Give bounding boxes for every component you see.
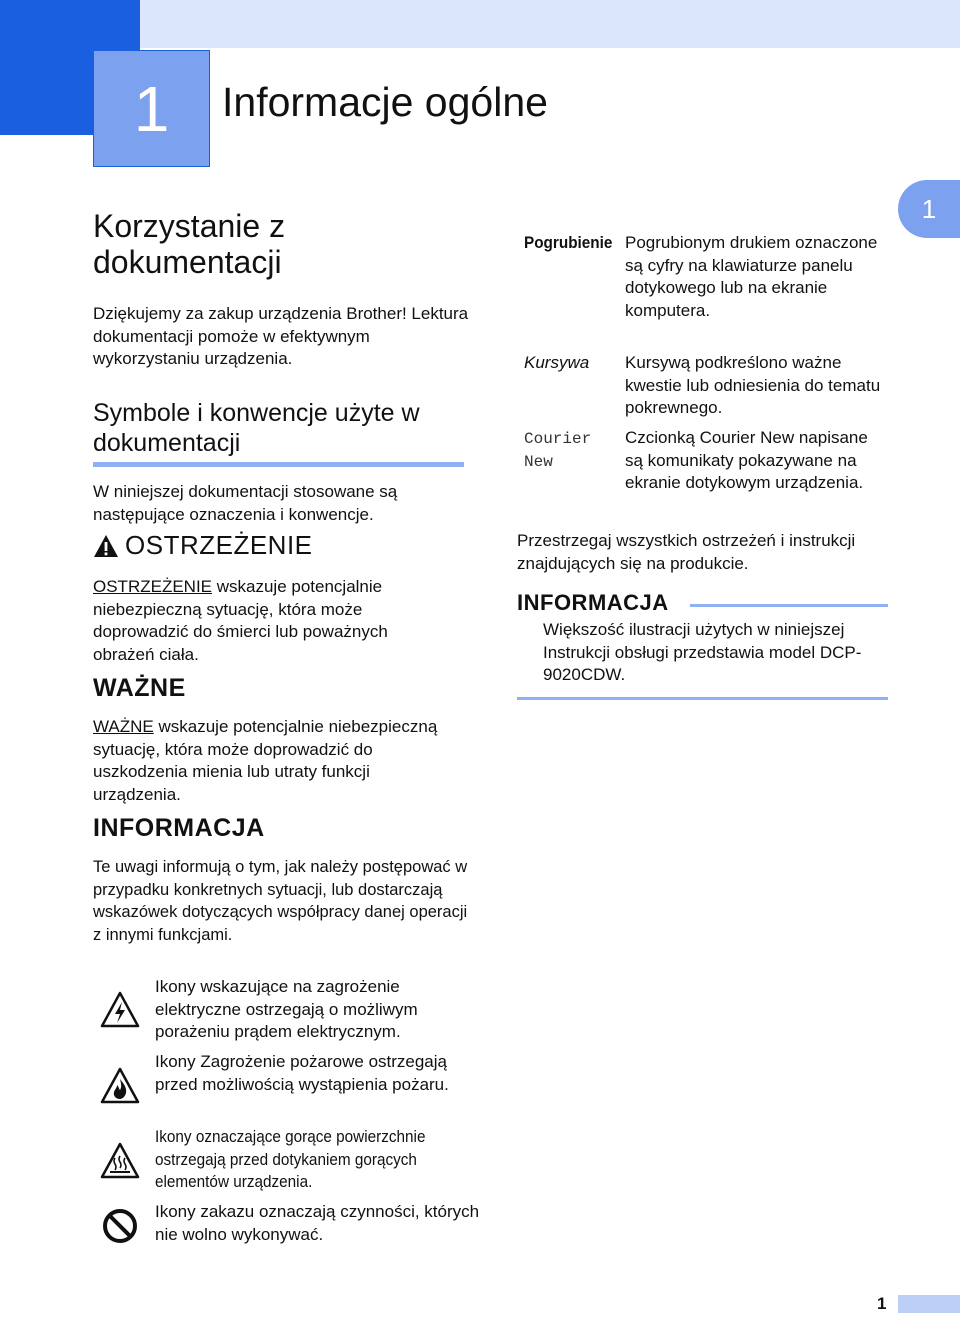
section-rule xyxy=(93,462,464,467)
warning-text: wskazuje potencjalnie niebezpieczną sytuację, która może doprowadzić do śmierci lub poważnych obrażeń ciała. xyxy=(93,577,388,664)
warning-heading xyxy=(93,530,313,561)
icon-desc-prohibition: Ikony zakazu oznaczają czynności, których nie wolno wykonywać. xyxy=(155,1202,480,1244)
observe-paragraph: Przestrzegaj wszystkich ostrzeżeń i instrukcji znajdujących się na produkcie. xyxy=(517,531,856,573)
icon-desc-electric: Ikony wskazujące na zagrożenie elektryczne ostrzegają o możliwym porażeniu prądem elektrycznym. xyxy=(155,977,418,1041)
important-body xyxy=(93,716,453,806)
warning-term: OSTRZEŻENIE xyxy=(93,577,213,596)
convention-label-bold xyxy=(524,232,622,255)
warning-title: OSTRZEŻENIE xyxy=(125,530,313,560)
section-title-documentation: Korzystanie z dokumentacji xyxy=(93,208,286,280)
convention-text-bold: Pogrubionym drukiem oznaczone są cyfry na klawiaturze panelu dotykowego lub na ekranie komputera. xyxy=(625,233,878,320)
section-title-symbols: Symbole i konwencje użyte w dokumentacji xyxy=(93,399,420,457)
convention-label-italic: Kursywa xyxy=(524,353,590,372)
info-box-title: INFORMACJA xyxy=(517,590,669,615)
convention-label-courier: Courier New xyxy=(524,430,592,471)
hot-surface-icon xyxy=(100,1141,140,1181)
important-text: wskazuje potencjalnie niebezpieczną sytuację, która może doprowadzić do uszkodzenia mienia lub utraty funkcji urządzenia. xyxy=(93,717,438,804)
header-light-band xyxy=(140,0,960,48)
icon-desc-hot-text: Ikony oznaczające gorące powierzchnie ostrzegają przed dotykaniem gorących elementów urządzenia. xyxy=(155,1127,426,1191)
conventions-paragraph: W niniejszej dokumentacji stosowane są następujące oznaczenia i konwencje. xyxy=(93,482,398,524)
info-box-body: Większość ilustracji użytych w niniejszej Instrukcji obsługi przedstawia model DCP-9020CDW. xyxy=(543,620,862,684)
page-number: 1 xyxy=(877,1294,887,1313)
icon-desc-fire: Ikony Zagrożenie pożarowe ostrzegają przed możliwością wystąpienia pożaru. xyxy=(155,1052,449,1094)
info-body: Te uwagi informują o tym, jak należy postępować w przypadku konkretnych sytuacji, lub dostarczają wskazówek dotyczących współpracy danej operacji z innymi funkcjami. xyxy=(93,858,468,944)
warning-triangle-icon xyxy=(93,534,119,558)
convention-label-bold-text: Pogrubienie xyxy=(524,233,613,252)
intro-paragraph: Dziękujemy za zakup urządzenia Brother! Lektura dokumentacji pomoże w efektywnym wykorzystaniu urządzenia. xyxy=(93,304,469,368)
convention-text-italic: Kursywą podkreślono ważne kwestie lub odniesienia do tematu pokrewnego. xyxy=(625,353,881,417)
footer-bar xyxy=(898,1295,960,1313)
important-term: WAŻNE xyxy=(93,717,154,736)
chapter-title: Informacje ogólne xyxy=(222,79,548,125)
info-box-rule-bottom xyxy=(517,697,888,700)
fire-hazard-icon xyxy=(100,1066,140,1106)
info-title: INFORMACJA xyxy=(93,814,265,842)
prohibition-icon xyxy=(100,1206,140,1246)
chapter-side-tab-number: 1 xyxy=(921,194,937,224)
warning-body xyxy=(93,576,453,666)
convention-text-courier: Czcionką Courier New napisane są komunikaty pokazywane na ekranie dotykowym urządzenia. xyxy=(625,428,868,492)
chapter-number: 1 xyxy=(133,73,170,145)
important-title: WAŻNE xyxy=(93,674,186,702)
icon-desc-hot xyxy=(155,1126,485,1194)
info-box-rule-top xyxy=(690,604,888,607)
electric-shock-icon xyxy=(100,990,140,1030)
